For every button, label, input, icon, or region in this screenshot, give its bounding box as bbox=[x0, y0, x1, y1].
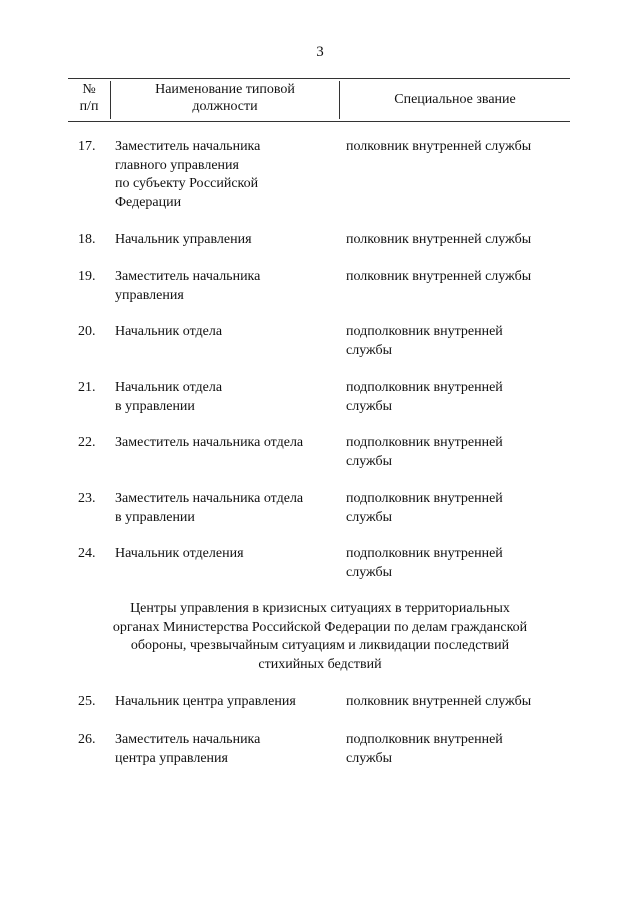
row-number: 18. bbox=[78, 232, 96, 247]
row-number: 26. bbox=[78, 732, 96, 747]
row-rank: подполковник внутренней службы bbox=[346, 732, 503, 766]
header-number-column: № п/п bbox=[79, 82, 99, 114]
row-position-name: Начальник отдела bbox=[115, 324, 223, 339]
header-rank-column: Специальное звание bbox=[394, 92, 516, 107]
row-position-name: Заместитель начальника центра управления bbox=[115, 732, 261, 766]
row-rank: полковник внутренней службы bbox=[346, 269, 532, 284]
row-rank: полковник внутренней службы bbox=[346, 139, 532, 154]
row-number: 19. bbox=[78, 269, 96, 284]
row-position-name: Заместитель начальника отдела в управлении bbox=[115, 491, 304, 525]
page-number: 3 bbox=[316, 44, 324, 60]
table-header-block bbox=[68, 78, 570, 122]
row-position-name: Заместитель начальника отдела bbox=[115, 435, 304, 450]
row-number: 24. bbox=[78, 546, 96, 561]
row-rank: полковник внутренней службы bbox=[346, 232, 532, 247]
row-number: 23. bbox=[78, 491, 96, 506]
row-position-name: Начальник отделения bbox=[115, 546, 244, 561]
row-rank: подполковник внутренней службы bbox=[346, 435, 503, 469]
row-position-name: Начальник центра управления bbox=[115, 694, 296, 709]
table-header bbox=[68, 78, 570, 122]
row-rank: подполковник внутренней службы bbox=[346, 546, 503, 580]
header-position-column: Наименование типовой должности bbox=[110, 81, 340, 119]
row-rank: подполковник внутренней службы bbox=[346, 380, 503, 414]
row-position-name: Начальник управления bbox=[115, 232, 252, 247]
row-number: 17. bbox=[78, 139, 96, 154]
row-number: 21. bbox=[78, 380, 96, 395]
row-position-name: Заместитель начальника управления bbox=[115, 269, 261, 303]
row-rank: подполковник внутренней службы bbox=[346, 491, 503, 525]
row-number: 25. bbox=[78, 694, 96, 709]
section-title: Центры управления в кризисных ситуациях в территориальных органах Министерства Российской Федерации по делам гражданской обороны, чрезвычайным ситуациям и ликвидации последствий стихийных бедствий bbox=[112, 601, 528, 672]
row-number: 20. bbox=[78, 324, 96, 339]
row-rank: полковник внутренней службы bbox=[346, 694, 532, 709]
row-position-name: Заместитель начальника главного управления по субъекту Российской Федерации bbox=[115, 139, 261, 210]
row-rank: подполковник внутренней службы bbox=[346, 324, 503, 358]
row-number: 22. bbox=[78, 435, 96, 450]
row-position-name: Начальник отдела в управлении bbox=[115, 380, 223, 414]
